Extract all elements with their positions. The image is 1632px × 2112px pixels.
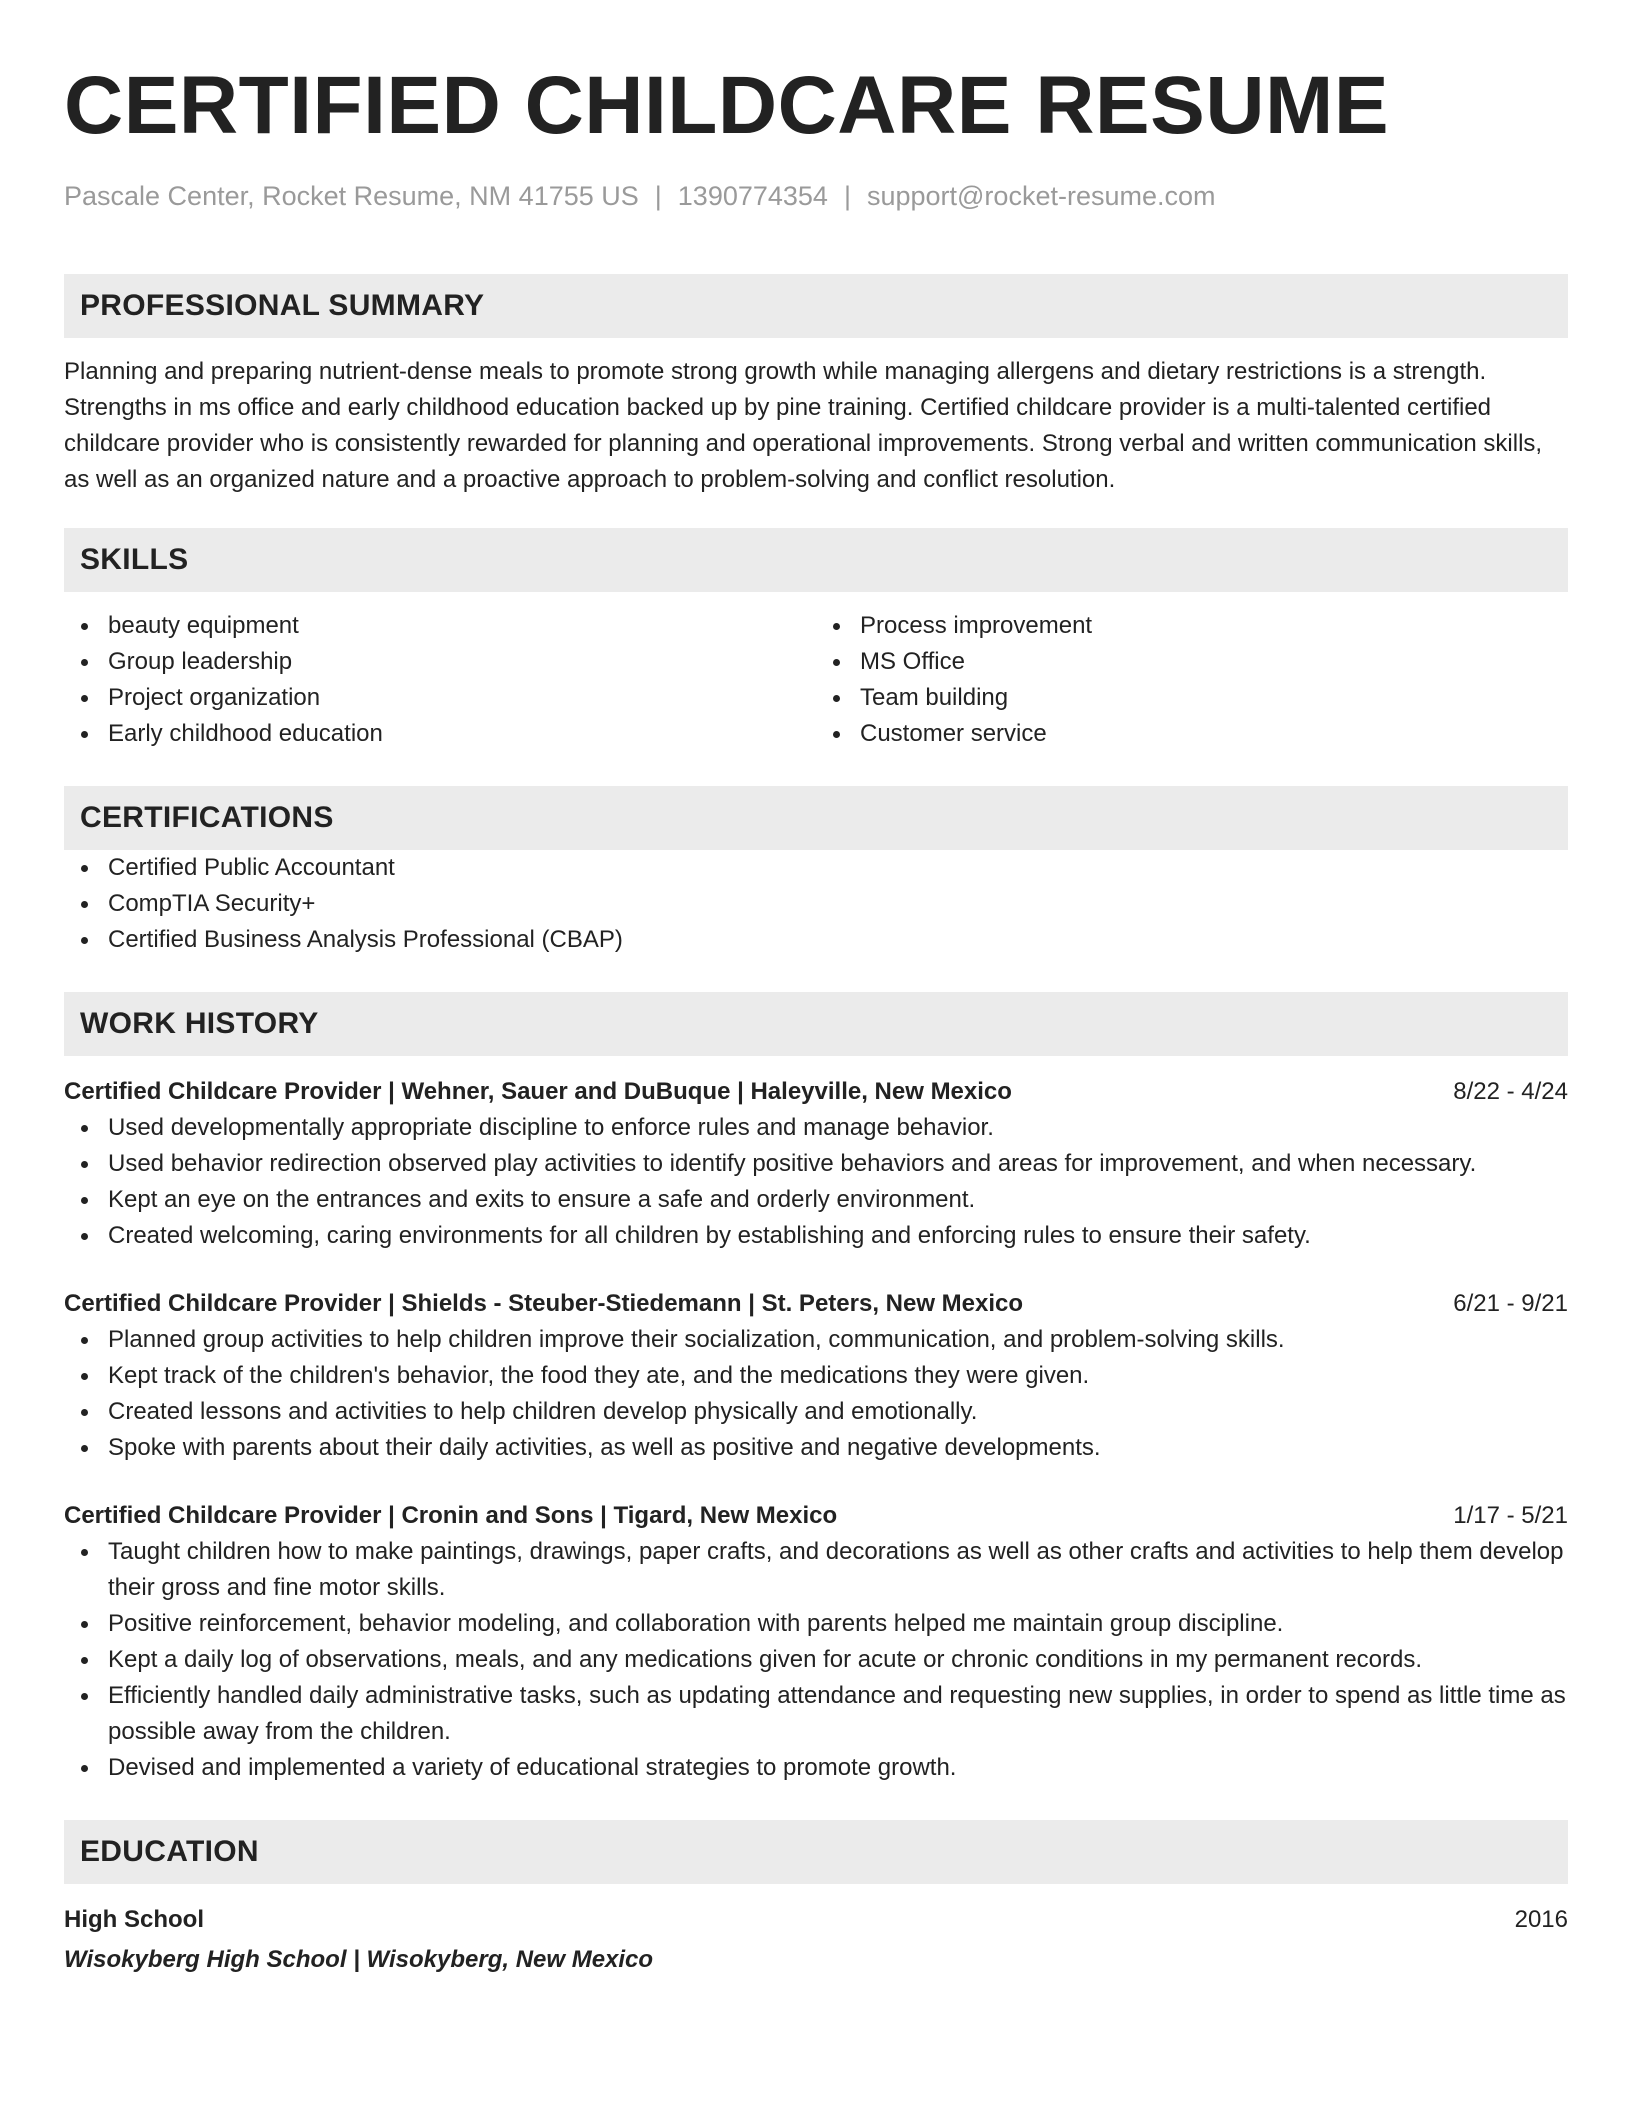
education-year: 2016 (1514, 1906, 1568, 1933)
job-bullets (64, 1322, 1568, 1466)
job-header (64, 1074, 1568, 1110)
skill-item: Project organization (108, 680, 816, 716)
skills-column-left (64, 608, 816, 752)
job-bullets (64, 1534, 1568, 1786)
certification-item: Certified Business Analysis Professional (CBAP) (108, 922, 1568, 958)
job-bullet: Spoke with parents about their daily activities, as well as positive and negative developments. (108, 1430, 1568, 1466)
skill-item: beauty equipment (108, 608, 816, 644)
job-title: Certified Childcare Provider | Shields - Steuber-Stiedemann | St. Peters, New Mexico (64, 1290, 1024, 1317)
job-entry (64, 1286, 1568, 1466)
job-bullet: Kept an eye on the entrances and exits to ensure a safe and orderly environment. (108, 1182, 1568, 1218)
job-header (64, 1286, 1568, 1322)
skills-column-right (816, 608, 1568, 752)
job-bullet: Planned group activities to help children improve their socialization, communication, and problem-solving skills. (108, 1322, 1568, 1358)
job-dates: 1/17 - 5/21 (1453, 1502, 1568, 1529)
contact-address: Pascale Center, Rocket Resume, NM 41755 US (64, 181, 639, 211)
job-title: Certified Childcare Provider | Wehner, Sauer and DuBuque | Haleyville, New Mexico (64, 1078, 1012, 1105)
skill-item: Group leadership (108, 644, 816, 680)
skill-item: Early childhood education (108, 716, 816, 752)
summary-text: Planning and preparing nutrient-dense meals to promote strong growth while managing allergens and dietary restrictions is a strength. Strengths in ms office and early childhood education backed up by pine training. Certified childcare provider is a multi-talented certified childcare provider who is consistently rewarded for planning and operational improvements. Strong verbal and written communication skills, as well as an organized nature and a proactive approach to problem-solving and conflict resolution. (64, 358, 1543, 493)
job-bullet: Devised and implemented a variety of educational strategies to promote growth. (108, 1750, 1568, 1786)
skills-list (64, 608, 1568, 752)
contact-separator: | (654, 181, 662, 211)
certifications-heading: CERTIFICATIONS (64, 786, 1568, 850)
skill-item: Team building (860, 680, 1568, 716)
skill-item: Customer service (860, 716, 1568, 752)
work-history-heading: WORK HISTORY (64, 992, 1568, 1056)
job-bullet: Kept track of the children's behavior, the food they ate, and the medications they were given. (108, 1358, 1568, 1394)
skill-item: Process improvement (860, 608, 1568, 644)
certification-item: Certified Public Accountant (108, 850, 1568, 886)
contact-email: support@rocket-resume.com (866, 181, 1216, 211)
certifications-list (64, 850, 1568, 958)
job-bullet: Kept a daily log of observations, meals, and any medications given for acute or chronic conditions in my permanent records. (108, 1642, 1568, 1678)
job-entry (64, 1074, 1568, 1254)
contact-line (64, 178, 1568, 214)
summary-heading: PROFESSIONAL SUMMARY (64, 274, 1568, 338)
job-bullet: Used behavior redirection observed play activities to identify positive behaviors and areas for improvement, and when necessary. (108, 1146, 1568, 1182)
contact-phone: 1390774354 (677, 181, 828, 211)
job-bullet: Taught children how to make paintings, drawings, paper crafts, and decorations as well as other crafts and activities to help them develop their gross and fine motor skills. (108, 1534, 1568, 1606)
education-heading: EDUCATION (64, 1820, 1568, 1884)
skills-heading: SKILLS (64, 528, 1568, 592)
education-degree: High School (64, 1906, 204, 1933)
job-entry (64, 1498, 1568, 1786)
job-dates: 8/22 - 4/24 (1453, 1078, 1568, 1105)
certification-item: CompTIA Security+ (108, 886, 1568, 922)
resume-title: CERTIFIED CHILDCARE RESUME (64, 60, 1390, 151)
job-bullet: Created welcoming, caring environments for all children by establishing and enforcing rules to ensure their safety. (108, 1218, 1568, 1254)
job-title: Certified Childcare Provider | Cronin and Sons | Tigard, New Mexico (64, 1502, 838, 1529)
education-school: Wisokyberg High School | Wisokyberg, New Mexico (64, 1946, 654, 1973)
job-bullet: Positive reinforcement, behavior modeling, and collaboration with parents helped me maintain group discipline. (108, 1606, 1568, 1642)
contact-separator: | (843, 181, 851, 211)
job-bullets (64, 1110, 1568, 1254)
job-bullet: Efficiently handled daily administrative tasks, such as updating attendance and requesting new supplies, in order to spend as little time as possible away from the children. (108, 1678, 1568, 1750)
job-header (64, 1498, 1568, 1534)
job-bullet: Created lessons and activities to help children develop physically and emotionally. (108, 1394, 1568, 1430)
education-entry (64, 1902, 1568, 1938)
job-dates: 6/21 - 9/21 (1453, 1290, 1568, 1317)
skill-item: MS Office (860, 644, 1568, 680)
job-bullet: Used developmentally appropriate discipline to enforce rules and manage behavior. (108, 1110, 1568, 1146)
